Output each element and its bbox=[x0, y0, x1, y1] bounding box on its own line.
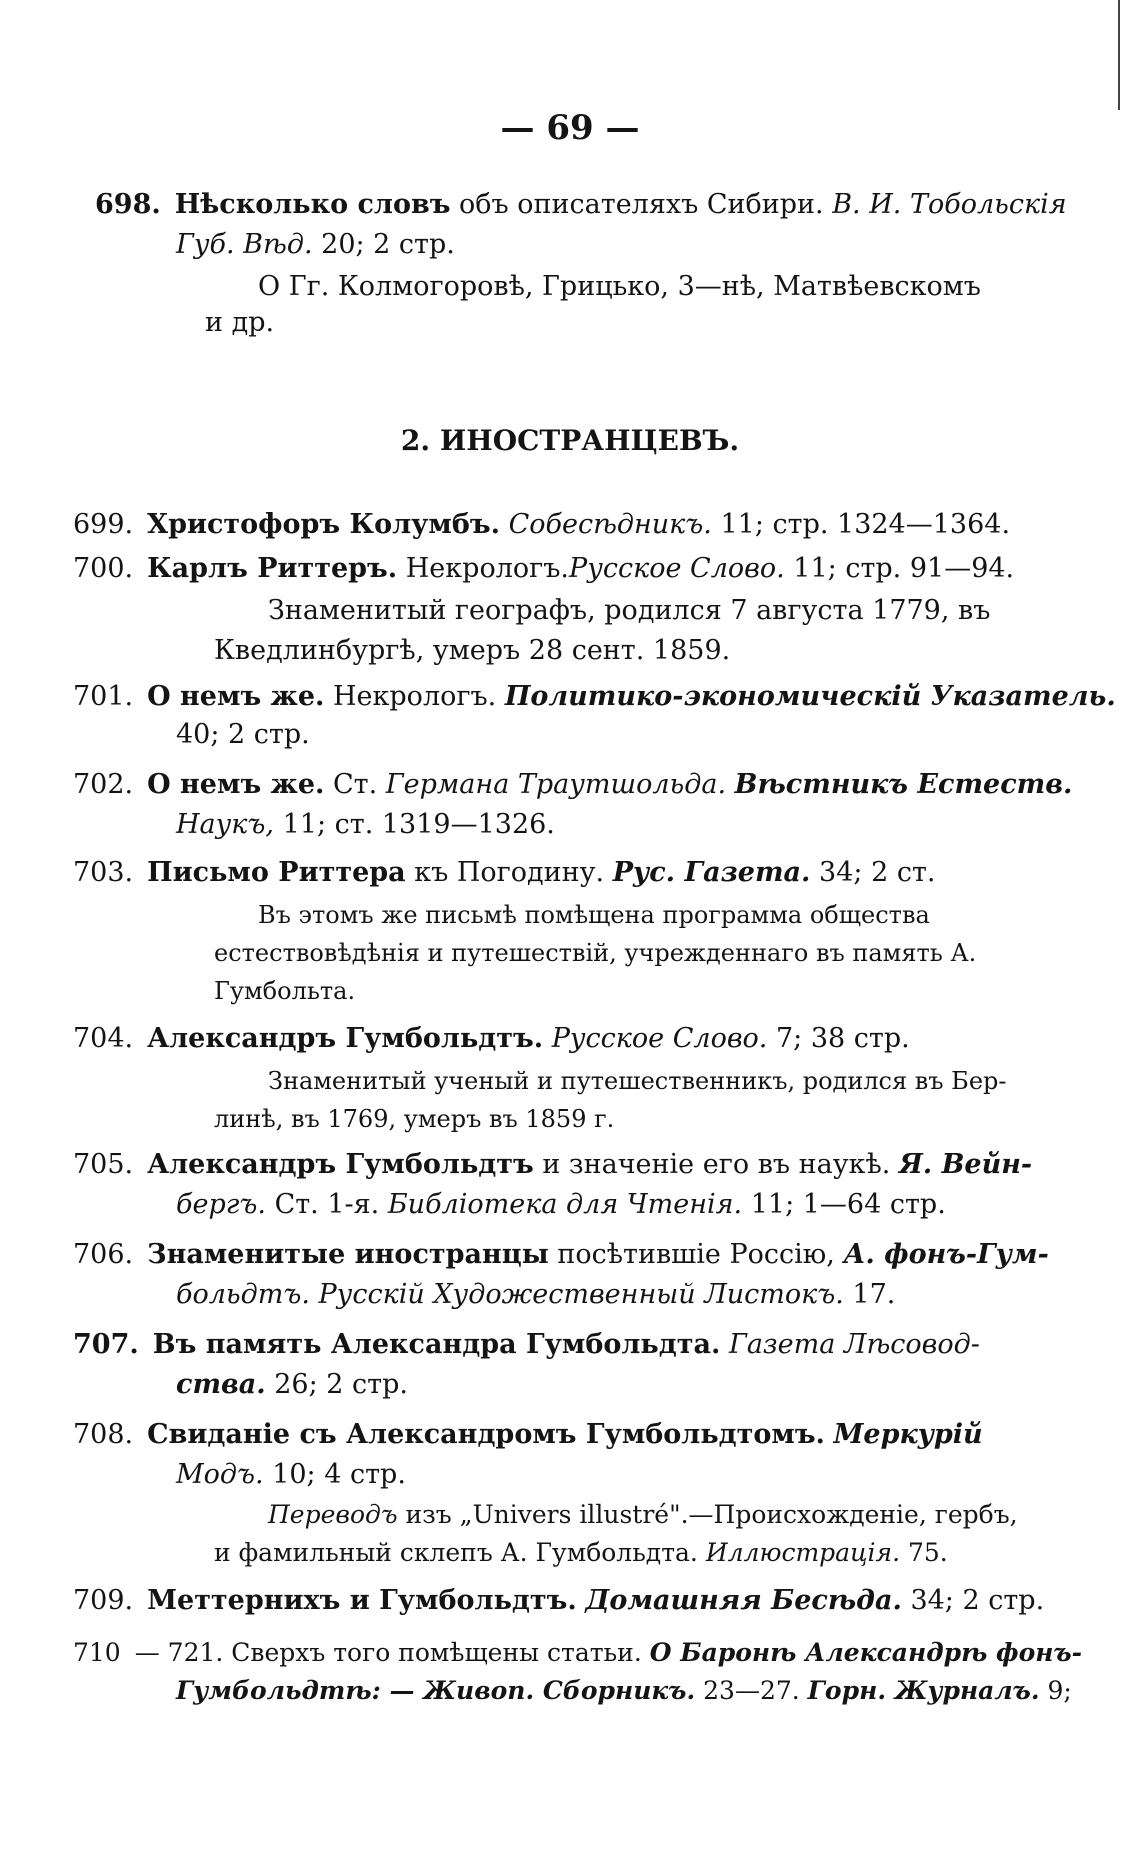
entry-701-cont bbox=[176, 718, 310, 752]
entry-title: Христофоръ Колумбъ. bbox=[147, 509, 500, 540]
entry-text: посѣтившіе Россію, bbox=[557, 1239, 835, 1270]
entry-source: Тобольскія bbox=[909, 189, 1067, 220]
entry-source: Русское Слово. bbox=[551, 1023, 768, 1054]
entry-701 bbox=[73, 680, 1116, 714]
entry-text: и значеніе его въ наукѣ. bbox=[542, 1149, 891, 1180]
entry-details: 11; стр. 91—94. bbox=[793, 553, 1015, 584]
entry-700-note bbox=[268, 594, 990, 628]
section-heading: 2. ИНОСТРАНЦЕВЪ. bbox=[400, 424, 740, 457]
entry-703-note-cont bbox=[214, 936, 976, 970]
entry-number: 706. bbox=[73, 1239, 134, 1270]
entry-number: 709. bbox=[73, 1585, 134, 1616]
entry-title: Карлъ Риттеръ. bbox=[147, 553, 398, 584]
entry-note: Кведлинбургѣ, умеръ 28 сент. 1859. bbox=[214, 635, 731, 666]
entry-source-cont: Гумбольдтѣ: — Живоп. Сборникъ. bbox=[176, 1676, 696, 1705]
entry-698-note bbox=[258, 270, 981, 304]
entry-705 bbox=[73, 1148, 1032, 1182]
entry-source: О Баронѣ Александрѣ фонъ- bbox=[649, 1638, 1083, 1667]
entry-703-note-end bbox=[214, 974, 355, 1008]
entry-note: и фамильный склепъ А. Гумбольдта. bbox=[214, 1538, 698, 1567]
entry-title: Свиданіе съ Александромъ Гумбольдтомъ. bbox=[147, 1419, 825, 1450]
entry-details: 26; 2 стр. bbox=[274, 1369, 408, 1400]
entry-number: 704. bbox=[73, 1023, 134, 1054]
entry-title: Меттернихъ и Гумбольдтъ. bbox=[147, 1585, 577, 1616]
entry-text: къ Погодину. bbox=[414, 857, 605, 888]
entry-706 bbox=[73, 1238, 1049, 1272]
entry-number: 700. bbox=[73, 553, 134, 584]
entry-details: 40; 2 стр. bbox=[176, 719, 310, 750]
entry-title: О немъ же. bbox=[147, 769, 325, 800]
entry-details: 7; 38 стр. bbox=[775, 1023, 910, 1054]
entry-title: О немъ же. bbox=[147, 681, 325, 712]
entry-707-cont bbox=[176, 1368, 408, 1402]
entry-704 bbox=[73, 1022, 910, 1056]
entry-author: Я. Вейн- bbox=[898, 1149, 1033, 1180]
entry-note-details: 75. bbox=[907, 1538, 948, 1567]
page-number: — 69 — bbox=[500, 108, 640, 148]
entry-details: 9; bbox=[1047, 1676, 1072, 1705]
entry-710-721-cont bbox=[176, 1674, 1072, 1708]
entry-source: Домашняя Бесѣда. bbox=[585, 1585, 902, 1616]
entry-source: Вѣстникъ Естеств. bbox=[734, 769, 1073, 800]
entry-number: 710 bbox=[73, 1638, 121, 1667]
entry-704-note bbox=[268, 1064, 1007, 1098]
entry-title: Знаменитые иностранцы bbox=[147, 1239, 549, 1270]
entry-source: Меркурій bbox=[833, 1419, 983, 1450]
entry-text: Некрологъ. bbox=[333, 681, 497, 712]
entry-708 bbox=[73, 1418, 983, 1452]
entry-number: 708. bbox=[73, 1419, 134, 1450]
entry-title: Нѣсколько словъ bbox=[174, 189, 451, 220]
entry-note: естествовѣдѣнія и путешествій, учрежденнаго въ память А. bbox=[214, 939, 977, 967]
entry-note: Знаменитый географъ, родился 7 августа 1779, въ bbox=[268, 595, 991, 626]
entry-704-note-cont bbox=[214, 1102, 614, 1136]
entry-author-cont: больдтъ. bbox=[176, 1279, 310, 1310]
entry-text: Некрологъ. bbox=[405, 553, 570, 584]
entry-706-cont bbox=[176, 1278, 895, 1312]
entry-details: 11; стр. 1324—1364. bbox=[720, 509, 1011, 540]
entry-author: Германа Траутшольда. bbox=[385, 769, 727, 800]
entry-details: 11; ст. 1319—1326. bbox=[282, 809, 555, 840]
entry-source: Русское Слово. bbox=[569, 553, 785, 584]
entry-details: 20; 2 стр. bbox=[321, 229, 455, 260]
entry-number: 707. bbox=[73, 1329, 139, 1360]
entry-title: Александръ Гумбольдтъ bbox=[147, 1149, 534, 1180]
entry-author: В. И. bbox=[832, 189, 902, 220]
entry-text: объ описателяхъ Сибири. bbox=[459, 189, 824, 220]
entry-title: Письмо Риттера bbox=[147, 857, 406, 888]
entry-title: Александръ Гумбольдтъ. bbox=[147, 1023, 544, 1054]
entry-698-cont bbox=[176, 228, 455, 262]
entry-source: Политико-экономическій Указатель. bbox=[504, 681, 1116, 712]
entry-708-note bbox=[268, 1498, 1018, 1532]
entry-source: Газета Лѣсовод- bbox=[728, 1329, 980, 1360]
entry-author-cont: бергъ. bbox=[176, 1189, 266, 1220]
entry-note-source: Иллюстрація. bbox=[705, 1538, 901, 1567]
entry-note: изъ „Univers illustré".—Происхожденіе, гербъ, bbox=[405, 1500, 1018, 1529]
entry-note: линѣ, въ 1769, умеръ въ 1859 г. bbox=[214, 1105, 615, 1133]
entry-details: 10; 4 стр. bbox=[272, 1459, 406, 1490]
entry-number: 703. bbox=[73, 857, 134, 888]
entry-710-721 bbox=[73, 1636, 1082, 1670]
entry-703 bbox=[73, 856, 935, 890]
entry-source: Русскій Художественный Листокъ. bbox=[318, 1279, 844, 1310]
entry-text: Ст. 1-я. bbox=[274, 1189, 380, 1220]
entry-708-cont bbox=[176, 1458, 406, 1492]
entry-source: Рус. Газета. bbox=[612, 857, 811, 888]
entry-698 bbox=[95, 188, 1067, 222]
entry-note: О Гг. Колмогоровѣ, Грицько, 3—нѣ, Матвѣевскомъ bbox=[258, 271, 981, 302]
entry-700 bbox=[73, 552, 1014, 586]
entry-707 bbox=[73, 1328, 980, 1362]
entry-source: Библіотека для Чтенія. bbox=[387, 1189, 743, 1220]
entry-source: Горн. Журналъ. bbox=[807, 1676, 1040, 1705]
entry-note: Гумбольта. bbox=[214, 977, 356, 1005]
entry-702 bbox=[73, 768, 1072, 802]
entry-author: А. фонъ-Гум- bbox=[843, 1239, 1049, 1270]
entry-details: 11; 1—64 стр. bbox=[750, 1189, 946, 1220]
entry-source-cont: Губ. Вѣд. bbox=[176, 229, 313, 260]
entry-title: Въ память Александра Гумбольдта. bbox=[152, 1329, 721, 1360]
entry-details: 23—27. bbox=[703, 1676, 800, 1705]
entry-source-cont: Модъ. bbox=[176, 1459, 264, 1490]
entry-note-lead: Переводъ bbox=[268, 1500, 398, 1529]
entry-705-cont bbox=[176, 1188, 946, 1222]
entry-note: Въ этомъ же письмѣ помѣщена программа общества bbox=[258, 901, 930, 929]
entry-source-cont: ства. bbox=[176, 1369, 266, 1400]
entry-702-cont bbox=[176, 808, 555, 842]
entry-708-note-cont bbox=[214, 1536, 948, 1570]
entry-709 bbox=[73, 1584, 1044, 1618]
entry-details: 34; 2 стр. bbox=[910, 1585, 1045, 1616]
entry-text: Ст. bbox=[333, 769, 378, 800]
entry-number: 705. bbox=[73, 1149, 134, 1180]
entry-number: 699. bbox=[73, 509, 134, 540]
scan-edge-line bbox=[1118, 0, 1120, 110]
entry-text: — 721. Сверхъ того помѣщены статьи. bbox=[134, 1638, 642, 1667]
entry-number: 702. bbox=[73, 769, 134, 800]
entry-700-note-cont bbox=[214, 634, 730, 668]
entry-703-note bbox=[258, 898, 930, 932]
entry-699 bbox=[73, 508, 1010, 542]
entry-source-cont: Наукъ, bbox=[176, 809, 275, 840]
entry-source: Собесѣдникъ. bbox=[508, 509, 712, 540]
entry-698-note-cont bbox=[205, 306, 274, 340]
entry-note: и др. bbox=[205, 307, 275, 338]
entry-details: 17. bbox=[852, 1279, 896, 1310]
entry-details: 34; 2 ст. bbox=[819, 857, 936, 888]
entry-note: Знаменитый ученый и путешественникъ, родился въ Бер- bbox=[268, 1067, 1007, 1095]
entry-number: 698. bbox=[95, 189, 161, 220]
entry-number: 701. bbox=[73, 681, 134, 712]
